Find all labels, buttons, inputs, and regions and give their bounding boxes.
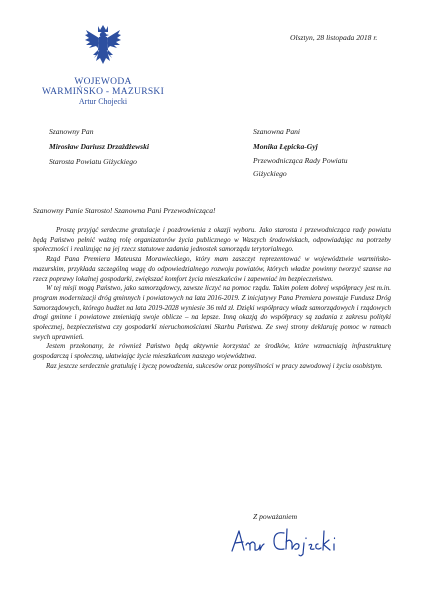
recipient-right (253, 124, 393, 180)
recipient-right-name: Monika Łępicka-Gyj (253, 142, 318, 151)
office-title-line2: WARMIŃSKO - MAZURSKI (41, 87, 165, 97)
handwritten-signature-icon (226, 523, 346, 557)
official-name: Artur Chojecki (78, 97, 128, 106)
greeting: Szanowny Panie Starosto! Szanowna Pani Przewodnicząca! (33, 206, 216, 215)
body-paragraph: Rząd Pana Premiera Mateusza Morawieckiego, który mam zaszczyt reprezentować w województwie warmińsko-mazurskim, przykłada szczególną wagę do odpowiedzialnego rozwoju powiatów, których władze powinny tworzyć szanse na rzecz poprawy lokalnej gospodarki, zwiększać komfort życia mieszkańców i zapewniać im bezpieczeństwo. (33, 255, 391, 283)
body-paragraph: Raz jeszcze serdecznie gratuluję i życzę powodzenia, sukcesów oraz pomyślności w pracy zawodowej i życiu osobistym. (46, 361, 383, 370)
polish-eagle-icon (84, 24, 122, 68)
recipient-right-title-line1: Przewodnicząca Rady Powiatu (253, 156, 348, 165)
letterhead (40, 77, 166, 107)
letter-date: Olsztyn, 28 listopada 2018 r. (290, 33, 378, 42)
letter-body (33, 226, 391, 372)
recipient-left (49, 124, 219, 169)
recipient-right-title-line2: Giżyckiego (253, 169, 287, 178)
recipient-left-name: Mirosław Dariusz Drzażdżewski (49, 142, 150, 151)
recipient-left-salutation: Szanowny Pan (49, 127, 94, 136)
recipient-right-salutation: Szanowna Pani (253, 127, 301, 136)
closing: Z poważaniem (253, 512, 298, 521)
body-paragraph: Jestem przekonany, że również Państwo będą aktywnie korzystać ze środków, które wzmacniają infrastrukturę gospodarczą i społeczną, ułatwiając życie mieszkańcom naszego województwa. (33, 342, 391, 361)
body-paragraph: W tej misji mogą Państwo, jako samorządowcy, zawsze liczyć na pomoc rządu. Takim polem dobrej współpracy jest m.in. program modernizacji dróg gminnych i powiatowych na lata 2016-2019. Z inicjatywy Pana Premiera powstaje Fundusz Dróg Samorządowych, którego budżet na lata 2019-2028 wyniesie 36 mld zł. Dzięki współpracy władz samorządowych i rządowych drogi gminne i powiatowe zmieniają swoje oblicze – na lepsze. Inną okazją do współpracy są zadania z zakresu polityki społecznej, bezpieczeństwa czy gospodarki nieruchomościami Skarbu Państwa. Ze swej strony deklaruję pomoc w ramach swych uprawnień. (33, 284, 391, 341)
body-paragraph: Proszę przyjąć serdeczne gratulacje i pozdrowienia z okazji wyboru. Jako starosta i przewodnicząca rady powiatu będą Państwo pełnić ważną rolę organizatorów życia publicznego w Waszych środowiskach, odpowiadając na potrzeby społeczności i realizując na jej rzecz statutowe zadania jednostek samorządu terytorialnego. (33, 226, 391, 254)
recipient-left-title: Starosta Powiatu Giżyckiego (49, 157, 137, 166)
office-title-line1: WOJEWODA (74, 77, 132, 87)
